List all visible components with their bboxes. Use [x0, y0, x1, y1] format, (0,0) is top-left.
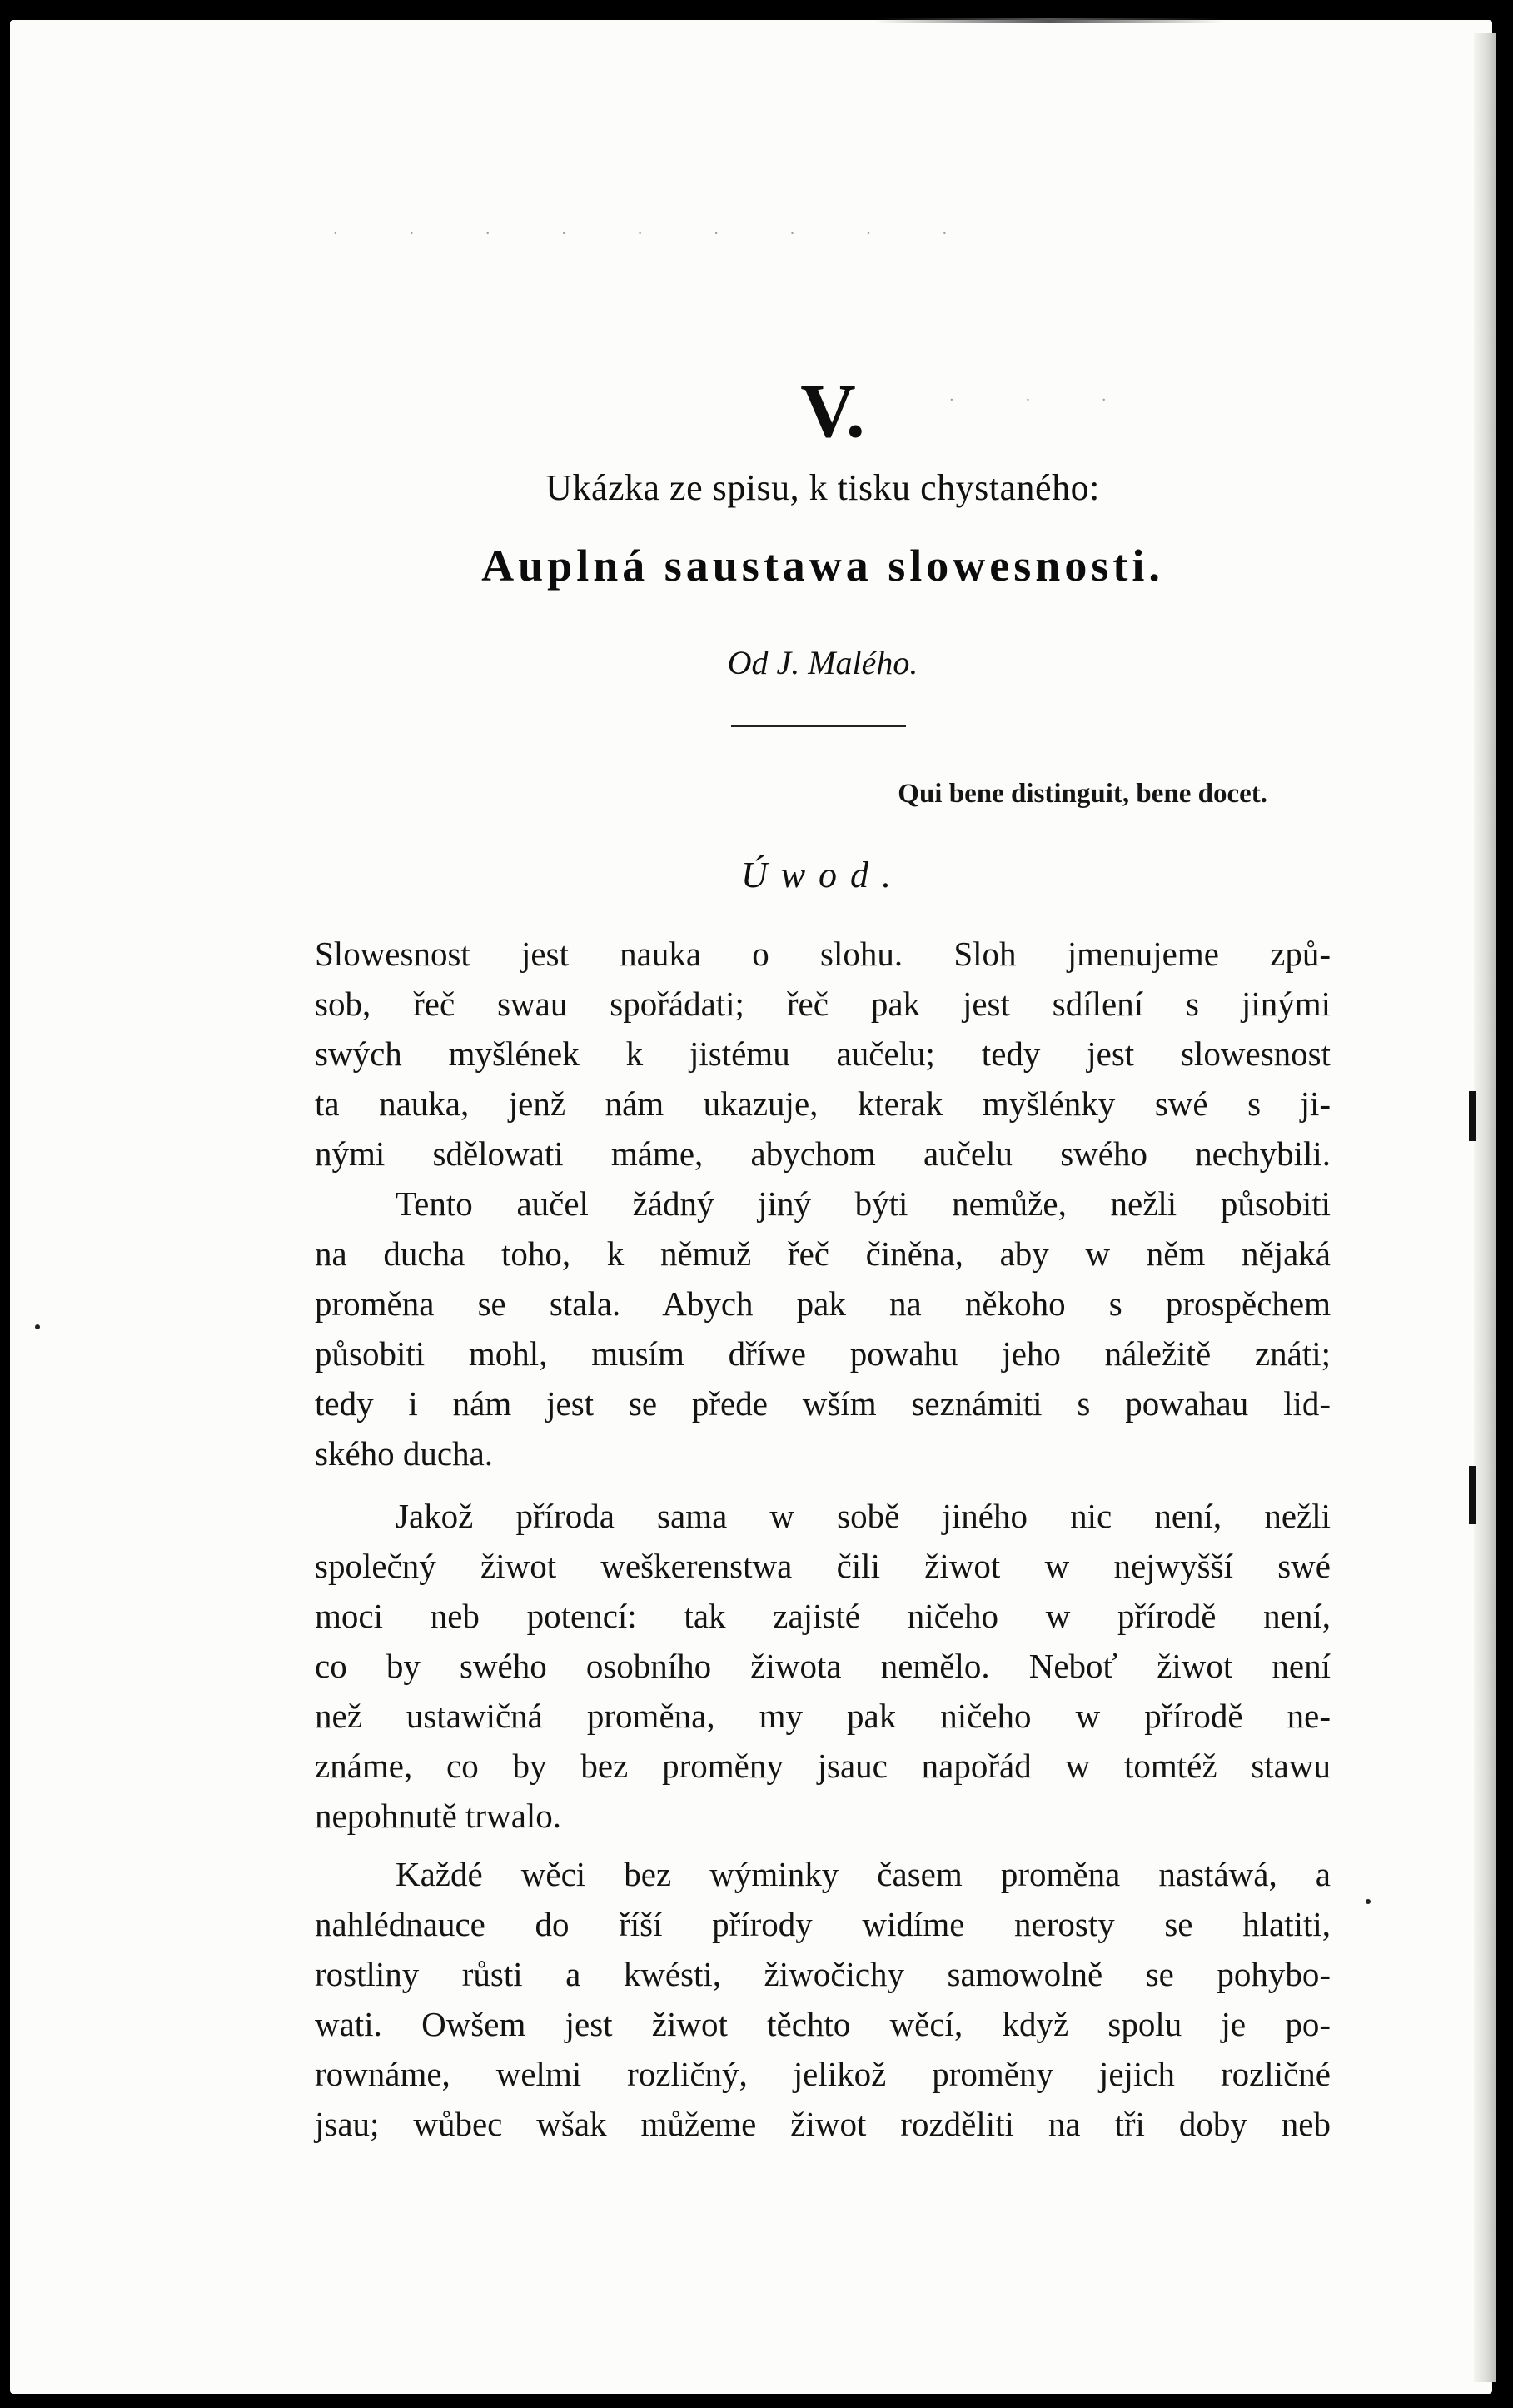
scan-mark [1469, 1466, 1476, 1524]
section-heading: Úwod. [740, 855, 905, 895]
text-line: proměna se stala. Abych pak na někoho s prospěchem [315, 1284, 1331, 1323]
text-line: nahlédnauce do říší přírody widíme nerosty se hlatiti, [315, 1905, 1331, 1943]
text-line: sob, řeč swau spořádati; řeč pak jest sdílení s jinými [315, 985, 1331, 1023]
text-line: rostliny růsti a kwésti, žiwočichy samowolně se pohybo- [315, 1955, 1331, 1993]
scan-mark [35, 1324, 40, 1329]
text-line: co by swého osobního žiwota nemělo. Neboť žiwot není [315, 1647, 1331, 1685]
main-title: Auplná saustawa slowesnosti. [481, 541, 1164, 591]
author-line: Od J. Malého. [727, 644, 918, 681]
scan-artifact [874, 18, 1224, 23]
text-line: tedy i nám jest se přede wším seznámiti s powahau lid- [315, 1384, 1331, 1423]
scan-mark [1469, 1091, 1476, 1141]
scan-specks: · · · [949, 391, 1140, 409]
subtitle: Ukázka ze spisu, k tisku chystaného: [545, 467, 1100, 508]
text-line: společný žiwot weškerenstwa čili žiwot w nejwyšší swé [315, 1547, 1331, 1585]
text-line: wati. Owšem jest žiwot těchto wěcí, když spolu je po- [315, 2005, 1331, 2043]
text-line: známe, co by bez proměny jsauc napořád w tomtéž stawu [315, 1747, 1331, 1785]
page-edge [1474, 33, 1496, 2382]
text-line: ta nauka, jenž nám ukazuje, kterak myšlénky swé s ji- [315, 1084, 1331, 1123]
divider-rule [731, 725, 906, 727]
text-line: swých myšlének k jistému aučelu; tedy jest slowesnost [315, 1034, 1331, 1073]
text-line: na ducha toho, k němuž řeč činěna, aby w něm nějaká [315, 1234, 1331, 1273]
text-line: nepohnutě trwalo. [315, 1797, 562, 1835]
text-line: nými sdělowati máme, abychom aučelu swého nechybili. [315, 1134, 1331, 1173]
text-line: Každé wěci bez wýminky časem proměna nastáwá, a [396, 1855, 1331, 1893]
text-line: jsau; wůbec wšak můžeme žiwot rozděliti na tři doby neb [315, 2105, 1331, 2143]
scan-mark [1366, 1899, 1371, 1904]
text-line: ského ducha. [315, 1434, 494, 1473]
text-line: Tento aučel žádný jiný býti nemůže, nežli působiti [396, 1184, 1331, 1223]
chapter-numeral: V. [800, 368, 865, 453]
text-line: rownáme, welmi rozličný, jelikož proměny jejich rozličné [315, 2055, 1331, 2093]
scan-specks: · · · · · · · · · [333, 225, 981, 242]
text-line: působiti mohl, musím dříwe powahu jeho náležitě znáti; [315, 1334, 1331, 1373]
motto: Qui bene distinguit, bene docet. [898, 779, 1267, 809]
text-line: než ustawičná proměna, my pak ničeho w přírodě ne- [315, 1697, 1331, 1735]
text-line: Jakož příroda sama w sobě jiného nic není, nežli [396, 1497, 1331, 1535]
text-line: moci neb potencí: tak zajisté ničeho w přírodě není, [315, 1597, 1331, 1635]
text-line: Slowesnost jest nauka o slohu. Sloh jmenujeme způ- [315, 935, 1331, 973]
